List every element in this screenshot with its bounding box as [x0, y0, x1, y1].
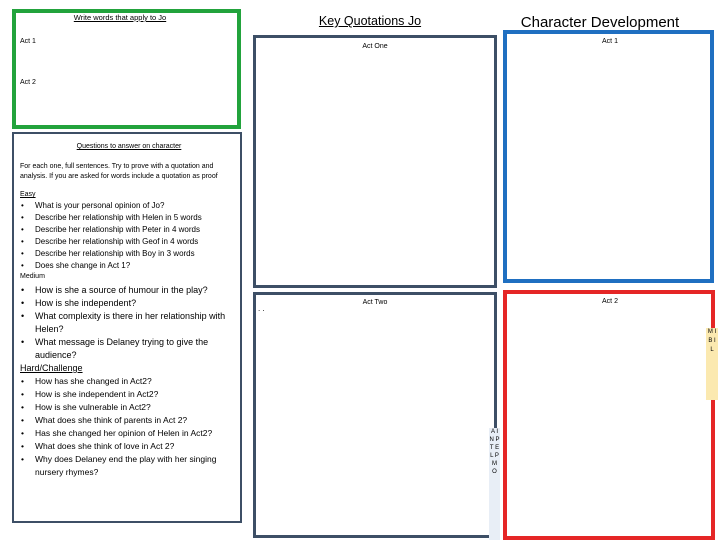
- medium-label: Medium: [20, 273, 45, 280]
- quotations-act-two-box: [253, 292, 497, 538]
- medium-question: • What complexity is there in her relationship with Helen?: [20, 310, 238, 336]
- questions-title: Questions to answer on character: [76, 143, 182, 150]
- hard-question: • What does she think of parents in Act 2?: [20, 414, 238, 427]
- medium-list: [20, 284, 238, 362]
- easy-question: • Does she change in Act 1?: [20, 260, 238, 272]
- hard-question: • What does she think of love in Act 2?: [20, 440, 238, 453]
- easy-label: Easy: [20, 191, 36, 198]
- questions-panel: [20, 143, 238, 479]
- act-two-label: Act Two: [362, 299, 388, 306]
- side-tab-bottom: A I N P T E L P M O: [489, 428, 500, 540]
- easy-list: [20, 200, 238, 272]
- hard-question: • Why does Delaney end the play with her singing nursery rhymes?: [20, 453, 238, 479]
- easy-question: • What is your personal opinion of Jo?: [20, 200, 238, 212]
- dots-mark: . .: [258, 304, 265, 313]
- hard-label: Hard/Challenge: [20, 363, 83, 373]
- easy-question: • Describe her relationship with Helen in 5 words: [20, 212, 238, 224]
- character-development-title: Character Development: [520, 14, 680, 31]
- words-act1-label: Act 1: [20, 38, 36, 45]
- hard-list: [20, 375, 238, 479]
- quotations-act-one-box: [253, 35, 497, 288]
- words-box-title: Write words that apply to Jo: [73, 13, 167, 22]
- side-tab-right: M I B I L: [706, 328, 718, 400]
- easy-question: • Describe her relationship with Peter in 4 words: [20, 224, 238, 236]
- hard-question: • How has she changed in Act2?: [20, 375, 238, 388]
- easy-question: • Describe her relationship with Boy in 3 words: [20, 248, 238, 260]
- questions-instructions: For each one, full sentences. Try to prove with a quotation and analysis. If you are asked for words include a quotation as proof: [20, 163, 218, 180]
- act-one-label: Act One: [362, 43, 388, 50]
- development-act1-box: [503, 30, 714, 283]
- hard-question: • Has she changed her opinion of Helen in Act2?: [20, 427, 238, 440]
- development-act1-label: Act 1: [602, 38, 618, 45]
- words-act2-label: Act 2: [20, 79, 36, 86]
- hard-question: • How is she vulnerable in Act2?: [20, 401, 238, 414]
- medium-question: • How is she independent?: [20, 297, 238, 310]
- development-act2-box: [503, 290, 715, 540]
- medium-question: • What message is Delaney trying to give the audience?: [20, 336, 238, 362]
- medium-question: • How is she a source of humour in the play?: [20, 284, 238, 297]
- words-box: [12, 9, 241, 129]
- hard-question: • How is she independent in Act2?: [20, 388, 238, 401]
- easy-question: • Describe her relationship with Geof in 4 words: [20, 236, 238, 248]
- key-quotations-title: Key Quotations Jo: [318, 14, 422, 28]
- development-act2-label: Act 2: [602, 298, 618, 305]
